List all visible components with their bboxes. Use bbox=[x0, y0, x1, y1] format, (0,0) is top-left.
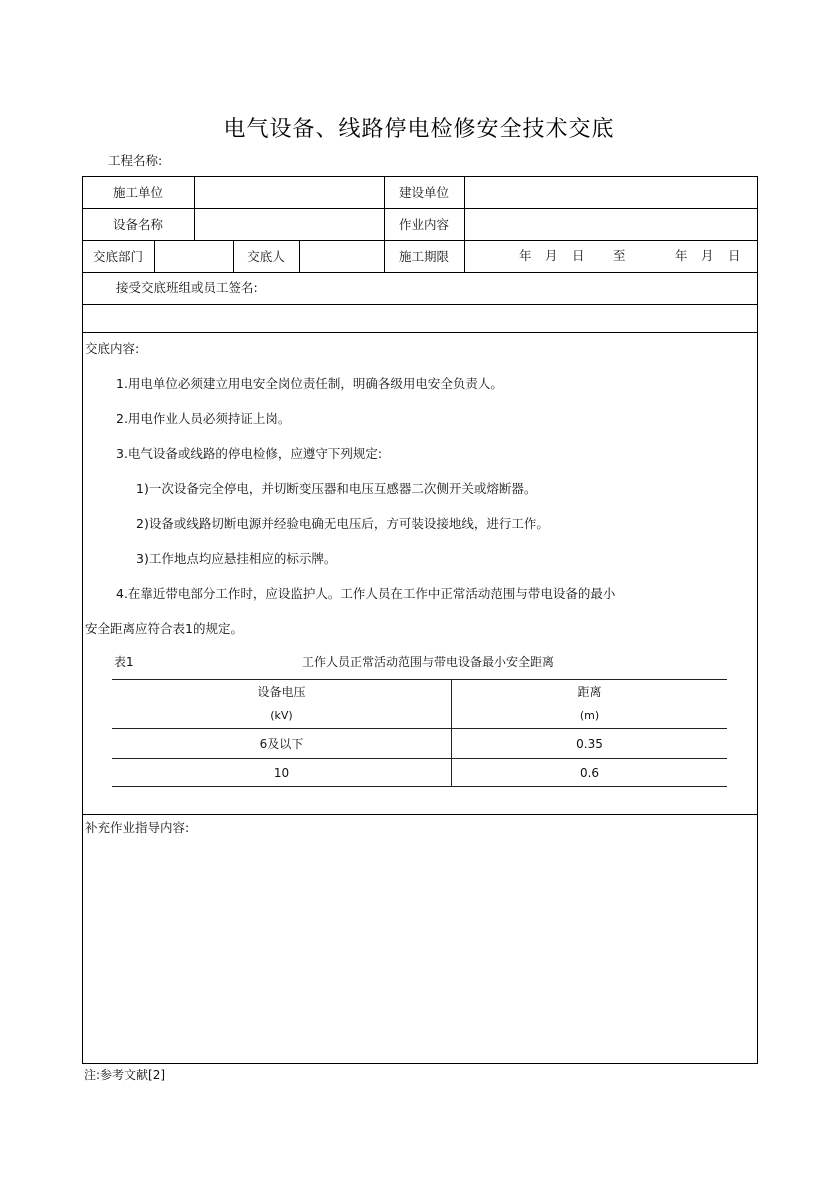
builder-unit-field[interactable] bbox=[465, 176, 758, 208]
table1-top-rule bbox=[112, 679, 727, 680]
content-item-4-line-2: 安全距离应符合表1的规定。 bbox=[85, 621, 243, 636]
table1-caption: 工作人员正常活动范围与带电设备最小安全距离 bbox=[302, 655, 555, 669]
briefer-label: 交底人 bbox=[247, 249, 285, 264]
work-content-label: 作业内容 bbox=[398, 217, 449, 232]
equipment-name-label: 设备名称 bbox=[112, 217, 163, 232]
table1-cell: 6及以下 bbox=[259, 737, 304, 751]
row-divider bbox=[82, 814, 758, 815]
table1-header-distance: 距离 bbox=[577, 684, 602, 699]
equipment-name-field[interactable] bbox=[195, 208, 384, 240]
content-item-2: 2.用电作业人员必须持证上岗。 bbox=[116, 411, 291, 426]
briefer-field[interactable] bbox=[300, 240, 384, 272]
table1-header-voltage-unit: (kV) bbox=[270, 708, 293, 722]
content-label: 交底内容: bbox=[85, 341, 140, 356]
content-item-1: 1.用电单位必须建立用电安全岗位责任制，明确各级用电安全负责人。 bbox=[116, 376, 503, 391]
signature-field[interactable] bbox=[83, 305, 757, 332]
content-item-3: 3.电气设备或线路的停电检修，应遵守下列规定: bbox=[116, 446, 383, 461]
period-day-start: 日 bbox=[572, 248, 585, 263]
construction-unit-field[interactable] bbox=[195, 176, 384, 208]
signature-label: 接受交底班组或员工签名: bbox=[116, 280, 258, 295]
briefing-dept-label: 交底部门 bbox=[92, 249, 143, 264]
table1-cell: 0.6 bbox=[579, 765, 600, 780]
period-month-start: 月 bbox=[545, 248, 558, 263]
work-content-field[interactable] bbox=[465, 208, 758, 240]
supplement-field[interactable] bbox=[83, 840, 757, 1062]
content-sub-item-2: 2)设备或线路切断电源并经验电确无电压后，方可装设接地线，进行工作。 bbox=[136, 516, 549, 531]
builder-unit-label: 建设单位 bbox=[398, 185, 449, 200]
period-label: 施工期限 bbox=[398, 249, 449, 264]
row-divider bbox=[82, 332, 758, 333]
table1-header-voltage: 设备电压 bbox=[257, 684, 306, 699]
period-year-end: 年 bbox=[675, 248, 688, 263]
table1-bottom-rule bbox=[112, 786, 727, 787]
construction-unit-label: 施工单位 bbox=[112, 185, 163, 200]
document-title: 电气设备、线路停电检修安全技术交底 bbox=[223, 117, 615, 142]
period-to: 至 bbox=[613, 248, 626, 263]
footnote: 注:参考文献[2] bbox=[84, 1068, 166, 1082]
table1-header-distance-unit: (m) bbox=[579, 708, 600, 722]
supplement-label: 补充作业指导内容: bbox=[85, 820, 190, 835]
period-month-end: 月 bbox=[701, 248, 714, 263]
project-name-label: 工程名称: bbox=[108, 153, 163, 168]
briefing-dept-field[interactable] bbox=[155, 240, 233, 272]
table1-cell: 10 bbox=[273, 765, 290, 780]
period-day-end: 日 bbox=[728, 248, 741, 263]
period-field[interactable] bbox=[465, 240, 758, 272]
content-item-4-line-1: 4.在靠近带电部分工作时，应设监护人。工作人员在工作中正常活动范围与带电设备的最小 bbox=[116, 586, 616, 601]
content-sub-item-3: 3)工作地点均应悬挂相应的标示牌。 bbox=[136, 551, 337, 566]
period-year-start: 年 bbox=[519, 248, 532, 263]
content-sub-item-1: 1)一次设备完全停电，并切断变压器和电压互感器二次侧开关或熔断器。 bbox=[136, 481, 537, 496]
row-divider bbox=[82, 272, 758, 273]
table1-label: 表1 bbox=[114, 655, 134, 669]
table1-cell: 0.35 bbox=[576, 736, 603, 751]
